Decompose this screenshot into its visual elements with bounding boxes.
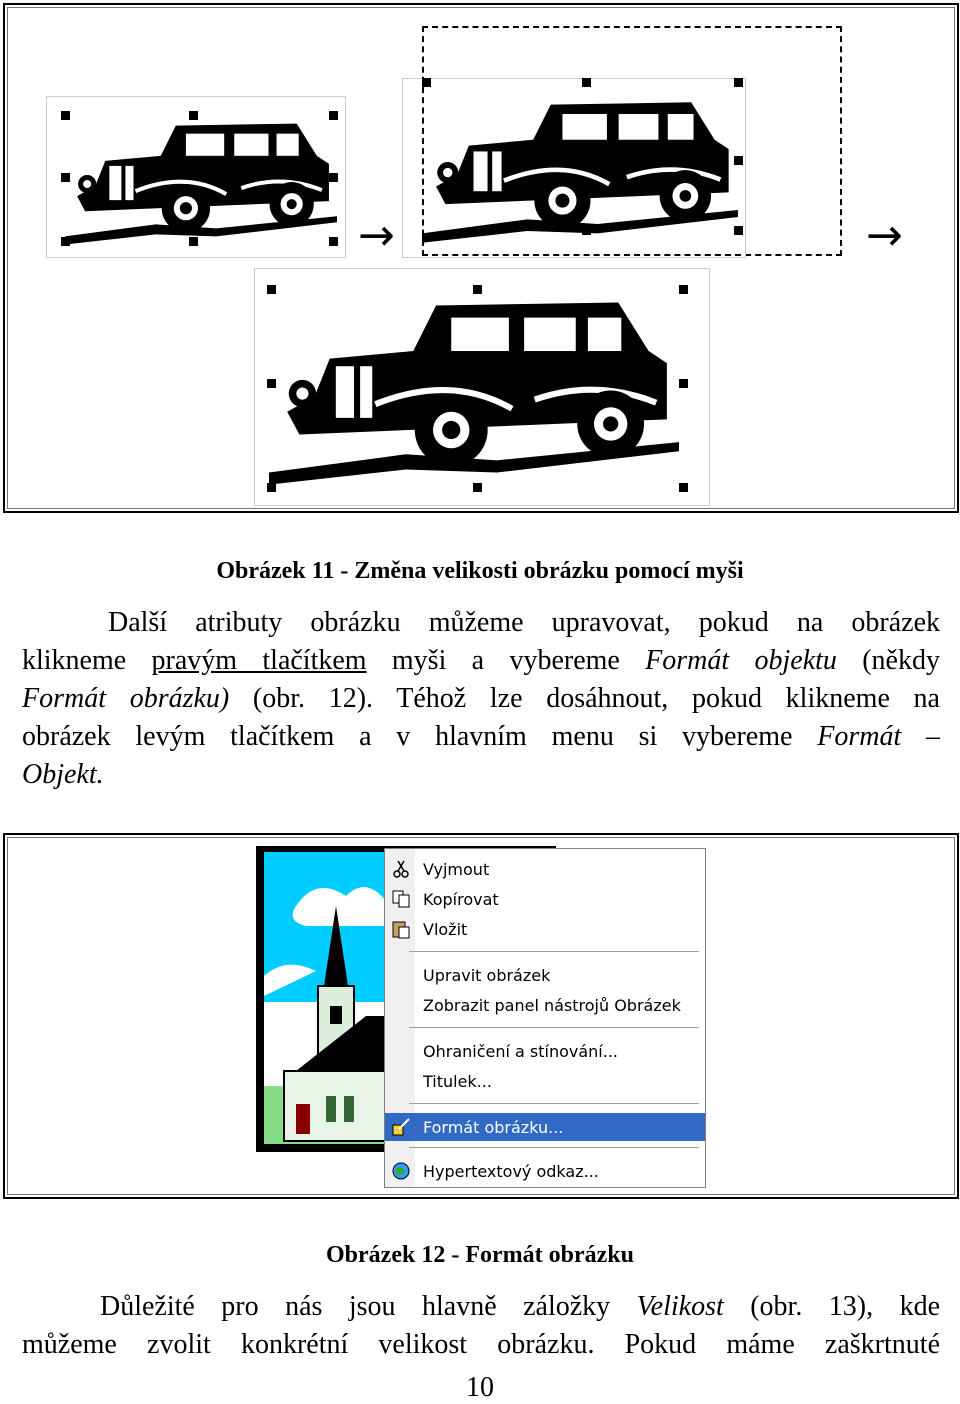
resize-handle[interactable] <box>734 156 743 165</box>
menu-separator <box>409 1103 699 1104</box>
paragraph-1-line-5 <box>22 756 940 794</box>
arrow-icon: → <box>358 210 395 261</box>
paragraph-1 <box>22 604 940 794</box>
underlined-term: pravým tlačítkem <box>151 645 367 676</box>
resize-handle[interactable] <box>422 78 431 87</box>
menu-item-copy[interactable]: Kopírovat <box>385 885 705 913</box>
italic-term: Velikost <box>636 1291 724 1322</box>
paragraph-1-line-2: klikneme pravým tlačítkem myši a vybereme Formát objektu (někdy <box>22 645 940 676</box>
italic-term: Formát – <box>817 721 940 752</box>
resize-handle[interactable] <box>189 111 198 120</box>
menu-item-hyperlink[interactable]: Hypertextový odkaz... <box>385 1157 705 1185</box>
context-menu <box>384 848 706 1188</box>
menu-item-show-picture-toolbar[interactable]: Zobrazit panel nástrojů Obrázek <box>423 996 681 1015</box>
menu-item-edit-picture[interactable]: Upravit obrázek <box>423 966 551 985</box>
car-image-original[interactable] <box>46 96 346 258</box>
paragraph-2-line-2: můžeme zvolit konkrétní velikost obrázku. Pokud máme zaškrtnuté <box>22 1329 940 1360</box>
resize-handle[interactable] <box>189 237 198 246</box>
resize-handle[interactable] <box>267 285 276 294</box>
paragraph-1-line-3: Formát obrázku) (obr. 12). Téhož lze dosáhnout, pokud klikneme na <box>22 683 940 714</box>
car-icon <box>422 92 738 246</box>
menu-item-caption[interactable]: Titulek... <box>423 1072 492 1091</box>
resize-handle[interactable] <box>679 285 688 294</box>
resize-handle[interactable] <box>473 285 482 294</box>
paragraph-1-line-4: obrázek levým tlačítkem a v hlavním menu si vybereme Formát – <box>22 721 940 752</box>
resize-handle[interactable] <box>734 226 743 235</box>
car-image-resized[interactable] <box>254 268 710 506</box>
menu-separator <box>409 1147 699 1148</box>
menu-item-format-picture[interactable]: Formát obrázku... <box>385 1113 705 1141</box>
resize-handle[interactable] <box>679 483 688 492</box>
resize-handle[interactable] <box>734 78 743 87</box>
resize-handle[interactable] <box>582 226 591 235</box>
copy-icon <box>391 889 413 909</box>
italic-term: Formát objektu <box>645 645 837 676</box>
car-icon <box>269 289 679 489</box>
figure-11-caption: Obrázek 11 - Změna velikosti obrázku pomocí myši <box>216 558 744 584</box>
menu-item-paste[interactable]: Vložit <box>385 915 705 943</box>
paragraph-2-line-1: Důležité pro nás jsou hlavně záložky Velikost (obr. 13), kde <box>100 1291 940 1322</box>
paste-icon <box>391 919 413 939</box>
menu-item-borders-shading[interactable]: Ohraničení a stínování... <box>423 1042 619 1061</box>
menu-separator <box>409 951 699 952</box>
resize-handle[interactable] <box>61 173 70 182</box>
resize-handle[interactable] <box>61 237 70 246</box>
resize-handle[interactable] <box>267 483 276 492</box>
menu-item-cut[interactable]: Vyjmout <box>385 855 705 883</box>
resize-handle[interactable] <box>61 111 70 120</box>
page-number: 10 <box>466 1372 494 1403</box>
car-image-resizing[interactable] <box>402 26 866 258</box>
hyperlink-globe-icon <box>391 1161 413 1181</box>
resize-handle[interactable] <box>267 379 276 388</box>
paragraph-1-line-1: Další atributy obrázku můžeme upravovat, pokud na obrázek <box>108 607 940 638</box>
arrow-icon: → <box>866 210 903 261</box>
format-picture-icon <box>391 1117 413 1137</box>
car-icon <box>65 115 337 247</box>
menu-separator <box>409 1027 699 1028</box>
italic-term: Objekt. <box>22 759 104 790</box>
resize-handle[interactable] <box>329 237 338 246</box>
resize-handle[interactable] <box>473 483 482 492</box>
resize-handle[interactable] <box>582 78 591 87</box>
italic-term: Formát obrázku) <box>22 683 230 714</box>
resize-handle[interactable] <box>329 173 338 182</box>
resize-handle[interactable] <box>679 379 688 388</box>
scissors-icon <box>391 859 413 879</box>
figure-12-caption: Obrázek 12 - Formát obrázku <box>326 1242 634 1268</box>
paragraph-2 <box>22 1288 940 1364</box>
resize-handle[interactable] <box>329 111 338 120</box>
